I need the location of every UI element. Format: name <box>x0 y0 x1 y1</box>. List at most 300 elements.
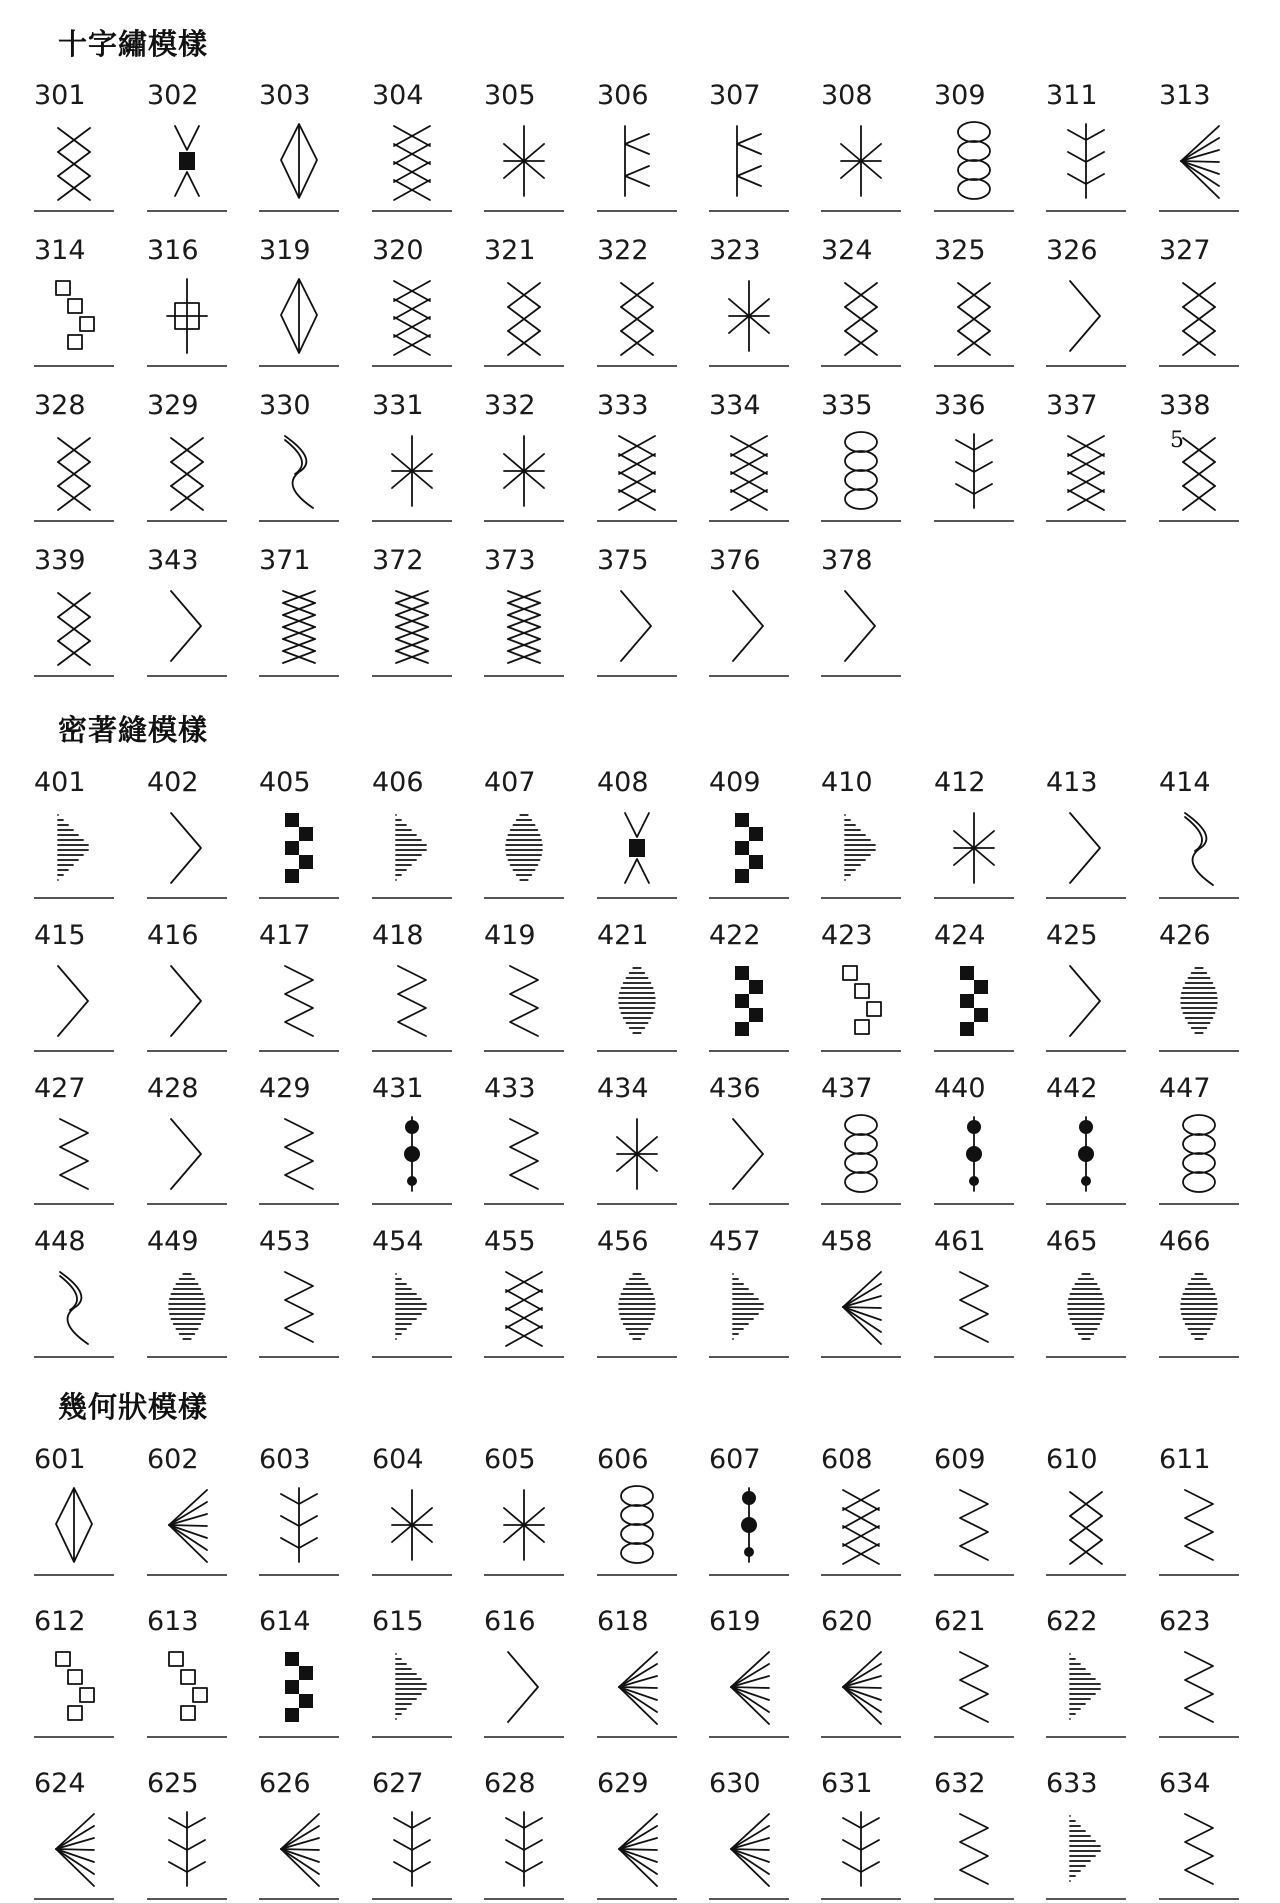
underline-rule <box>259 1574 339 1576</box>
pattern-number: 320 <box>372 235 424 266</box>
stitch-pattern-item <box>1159 1073 1239 1208</box>
underline-rule <box>372 520 452 522</box>
pattern-number: 308 <box>821 80 873 111</box>
stitch-pattern-item <box>821 235 901 370</box>
pattern-number: 607 <box>709 1444 761 1475</box>
pattern-number: 402 <box>147 767 199 798</box>
stitch-pattern-item <box>372 1073 452 1208</box>
stitch-pattern-icon <box>1060 1113 1112 1195</box>
pattern-number: 614 <box>259 1606 311 1637</box>
underline-rule <box>34 675 114 677</box>
underline-rule <box>709 210 789 212</box>
underline-rule <box>709 1356 789 1358</box>
pattern-number: 424 <box>934 920 986 951</box>
stitch-pattern-item <box>1046 920 1126 1055</box>
pattern-number: 339 <box>34 545 86 576</box>
stitch-pattern-item <box>709 767 789 902</box>
stitch-pattern-icon <box>498 1113 550 1195</box>
pattern-number: 419 <box>484 920 536 951</box>
underline-rule <box>597 1736 677 1738</box>
pattern-number: 326 <box>1046 235 1098 266</box>
stitch-pattern-item <box>1046 390 1126 525</box>
pattern-number: 630 <box>709 1768 761 1799</box>
underline-rule <box>1046 897 1126 899</box>
stitch-pattern-icon <box>948 807 1000 889</box>
underline-rule <box>259 520 339 522</box>
stitch-pattern-icon <box>948 1484 1000 1566</box>
stitch-pattern-icon <box>498 430 550 512</box>
stitch-pattern-icon <box>273 960 325 1042</box>
pattern-number: 423 <box>821 920 873 951</box>
pattern-number: 606 <box>597 1444 649 1475</box>
underline-rule <box>34 1356 114 1358</box>
pattern-number: 605 <box>484 1444 536 1475</box>
pattern-number: 321 <box>484 235 536 266</box>
pattern-number: 454 <box>372 1226 424 1257</box>
pattern-number: 632 <box>934 1768 986 1799</box>
pattern-number: 417 <box>259 920 311 951</box>
underline-rule <box>372 1574 452 1576</box>
pattern-number: 458 <box>821 1226 873 1257</box>
underline-rule <box>1046 1203 1126 1205</box>
pattern-number: 625 <box>147 1768 199 1799</box>
underline-rule <box>372 1356 452 1358</box>
underline-rule <box>484 1203 564 1205</box>
underline-rule <box>597 897 677 899</box>
stitch-pattern-icon <box>386 960 438 1042</box>
pattern-number: 336 <box>934 390 986 421</box>
stitch-pattern-icon <box>723 1113 775 1195</box>
pattern-number: 409 <box>709 767 761 798</box>
stitch-pattern-item <box>484 80 564 215</box>
underline-rule <box>1046 365 1126 367</box>
pattern-number: 413 <box>1046 767 1098 798</box>
underline-rule <box>372 210 452 212</box>
stitch-pattern-item <box>484 920 564 1055</box>
stitch-pattern-icon <box>835 1484 887 1566</box>
stitch-pattern-item <box>1159 920 1239 1055</box>
pattern-number: 633 <box>1046 1768 1098 1799</box>
stitch-pattern-icon <box>386 1266 438 1348</box>
pattern-number: 319 <box>259 235 311 266</box>
pattern-number: 375 <box>597 545 649 576</box>
stitch-pattern-icon <box>498 807 550 889</box>
pattern-number: 461 <box>934 1226 986 1257</box>
underline-rule <box>934 365 1014 367</box>
pattern-number: 466 <box>1159 1226 1211 1257</box>
underline-rule <box>709 897 789 899</box>
pattern-number: 304 <box>372 80 424 111</box>
stitch-pattern-icon <box>1173 1113 1225 1195</box>
stitch-pattern-icon <box>611 807 663 889</box>
stitch-pattern-icon <box>835 120 887 202</box>
underline-rule <box>147 365 227 367</box>
pattern-number: 333 <box>597 390 649 421</box>
pattern-number: 622 <box>1046 1606 1098 1637</box>
stitch-pattern-icon <box>835 430 887 512</box>
stitch-pattern-icon <box>161 960 213 1042</box>
stitch-pattern-item <box>147 920 227 1055</box>
pattern-number: 465 <box>1046 1226 1098 1257</box>
underline-rule <box>709 1574 789 1576</box>
stitch-pattern-icon <box>386 1484 438 1566</box>
stitch-pattern-icon <box>1173 1808 1225 1890</box>
pattern-number: 429 <box>259 1073 311 1104</box>
stitch-pattern-icon <box>48 275 100 357</box>
stitch-pattern-icon <box>723 1646 775 1728</box>
stitch-pattern-item <box>1159 235 1239 370</box>
stitch-pattern-icon <box>273 1646 325 1728</box>
underline-rule <box>484 897 564 899</box>
stitch-pattern-item <box>372 545 452 680</box>
stitch-pattern-item <box>934 767 1014 902</box>
pattern-number: 372 <box>372 545 424 576</box>
stitch-pattern-item <box>484 235 564 370</box>
stitch-pattern-icon <box>1060 1266 1112 1348</box>
underline-rule <box>821 897 901 899</box>
stitch-pattern-item <box>934 1073 1014 1208</box>
stitch-pattern-item <box>147 1768 227 1903</box>
stitch-pattern-item <box>597 545 677 680</box>
underline-rule <box>484 1736 564 1738</box>
stitch-pattern-item <box>709 1073 789 1208</box>
underline-rule <box>372 1898 452 1900</box>
stitch-pattern-icon <box>835 585 887 667</box>
underline-rule <box>34 1203 114 1205</box>
pattern-number: 440 <box>934 1073 986 1104</box>
stitch-pattern-icon <box>1173 120 1225 202</box>
underline-rule <box>484 1574 564 1576</box>
pattern-number: 611 <box>1159 1444 1211 1475</box>
stitch-pattern-item <box>821 1444 901 1579</box>
stitch-pattern-item <box>372 767 452 902</box>
underline-rule <box>484 1050 564 1052</box>
pattern-number: 455 <box>484 1226 536 1257</box>
stitch-pattern-icon <box>1060 1646 1112 1728</box>
stitch-pattern-icon <box>161 585 213 667</box>
pattern-number: 314 <box>34 235 86 266</box>
underline-rule <box>372 897 452 899</box>
underline-rule <box>1046 1050 1126 1052</box>
stitch-pattern-item <box>147 235 227 370</box>
underline-rule <box>259 1203 339 1205</box>
stitch-pattern-icon <box>386 1113 438 1195</box>
section-title: 密著縫模樣 <box>58 713 209 747</box>
stitch-pattern-item <box>147 80 227 215</box>
underline-rule <box>147 897 227 899</box>
underline-rule <box>484 520 564 522</box>
stitch-pattern-item <box>709 1226 789 1361</box>
pattern-number: 330 <box>259 390 311 421</box>
pattern-number: 410 <box>821 767 873 798</box>
pattern-number: 311 <box>1046 80 1098 111</box>
stitch-pattern-icon <box>948 430 1000 512</box>
stitch-pattern-item <box>709 920 789 1055</box>
stitch-pattern-icon <box>273 1113 325 1195</box>
stitch-pattern-icon <box>1060 960 1112 1042</box>
underline-rule <box>821 1898 901 1900</box>
stitch-pattern-item <box>934 235 1014 370</box>
stitch-pattern-item <box>1159 1606 1239 1741</box>
stitch-pattern-item <box>1046 1444 1126 1579</box>
pattern-number: 421 <box>597 920 649 951</box>
pattern-number: 609 <box>934 1444 986 1475</box>
underline-rule <box>34 210 114 212</box>
stitch-pattern-icon <box>723 1266 775 1348</box>
pattern-number: 624 <box>34 1768 86 1799</box>
underline-rule <box>709 365 789 367</box>
pattern-number: 343 <box>147 545 199 576</box>
stitch-pattern-item <box>1159 1226 1239 1361</box>
underline-rule <box>1159 1356 1239 1358</box>
stitch-pattern-item <box>597 1606 677 1741</box>
stitch-pattern-icon <box>386 430 438 512</box>
pattern-338-mark: 5 <box>1170 428 1184 453</box>
stitch-pattern-icon <box>1173 275 1225 357</box>
underline-rule <box>1046 1736 1126 1738</box>
stitch-pattern-icon <box>611 275 663 357</box>
stitch-pattern-item <box>1046 235 1126 370</box>
stitch-pattern-icon <box>611 585 663 667</box>
stitch-pattern-item <box>34 80 114 215</box>
pattern-number: 373 <box>484 545 536 576</box>
stitch-pattern-item <box>934 1226 1014 1361</box>
pattern-number: 428 <box>147 1073 199 1104</box>
stitch-pattern-icon <box>161 430 213 512</box>
stitch-pattern-item <box>484 1444 564 1579</box>
stitch-pattern-item <box>934 1444 1014 1579</box>
stitch-pattern-item <box>1046 80 1126 215</box>
stitch-pattern-item <box>1046 1606 1126 1741</box>
stitch-pattern-item <box>821 1606 901 1741</box>
underline-rule <box>34 520 114 522</box>
stitch-pattern-icon <box>48 1484 100 1566</box>
stitch-pattern-icon <box>723 807 775 889</box>
pattern-number: 406 <box>372 767 424 798</box>
stitch-pattern-icon <box>1173 807 1225 889</box>
stitch-pattern-icon <box>161 1113 213 1195</box>
underline-rule <box>259 675 339 677</box>
stitch-pattern-item <box>597 1073 677 1208</box>
stitch-pattern-icon <box>386 1808 438 1890</box>
stitch-pattern-item <box>259 1768 339 1903</box>
stitch-pattern-item <box>372 235 452 370</box>
stitch-pattern-icon <box>835 275 887 357</box>
underline-rule <box>147 1203 227 1205</box>
underline-rule <box>372 365 452 367</box>
pattern-number: 436 <box>709 1073 761 1104</box>
stitch-pattern-icon <box>1173 1646 1225 1728</box>
pattern-number: 327 <box>1159 235 1211 266</box>
stitch-pattern-icon <box>723 585 775 667</box>
pattern-number: 431 <box>372 1073 424 1104</box>
stitch-pattern-icon <box>948 120 1000 202</box>
pattern-number: 602 <box>147 1444 199 1475</box>
pattern-number: 376 <box>709 545 761 576</box>
pattern-number: 449 <box>147 1226 199 1257</box>
underline-rule <box>147 210 227 212</box>
pattern-number: 442 <box>1046 1073 1098 1104</box>
underline-rule <box>597 210 677 212</box>
pattern-number: 422 <box>709 920 761 951</box>
stitch-pattern-icon <box>498 120 550 202</box>
stitch-pattern-item <box>1159 390 1239 525</box>
pattern-number: 329 <box>147 390 199 421</box>
underline-rule <box>597 520 677 522</box>
underline-rule <box>597 675 677 677</box>
stitch-pattern-item <box>934 1606 1014 1741</box>
pattern-number: 371 <box>259 545 311 576</box>
stitch-pattern-item <box>259 1444 339 1579</box>
stitch-pattern-icon <box>611 960 663 1042</box>
stitch-pattern-item <box>934 390 1014 525</box>
stitch-pattern-item <box>934 920 1014 1055</box>
stitch-pattern-item <box>34 545 114 680</box>
stitch-pattern-icon <box>161 1484 213 1566</box>
underline-rule <box>1159 210 1239 212</box>
stitch-pattern-icon <box>948 275 1000 357</box>
stitch-pattern-item <box>709 1444 789 1579</box>
underline-rule <box>934 210 1014 212</box>
pattern-number: 447 <box>1159 1073 1211 1104</box>
stitch-pattern-item <box>934 1768 1014 1903</box>
stitch-pattern-item <box>372 80 452 215</box>
stitch-pattern-item <box>484 545 564 680</box>
stitch-pattern-icon <box>273 1484 325 1566</box>
underline-rule <box>34 897 114 899</box>
pattern-number: 418 <box>372 920 424 951</box>
stitch-pattern-item <box>821 1226 901 1361</box>
underline-rule <box>484 365 564 367</box>
pattern-number: 619 <box>709 1606 761 1637</box>
stitch-pattern-icon <box>48 1646 100 1728</box>
stitch-pattern-item <box>484 1226 564 1361</box>
underline-rule <box>821 675 901 677</box>
pattern-number: 306 <box>597 80 649 111</box>
pattern-number: 456 <box>597 1226 649 1257</box>
stitch-pattern-item <box>597 390 677 525</box>
underline-rule <box>372 1736 452 1738</box>
stitch-pattern-item <box>34 1226 114 1361</box>
pattern-number: 615 <box>372 1606 424 1637</box>
underline-rule <box>821 1203 901 1205</box>
pattern-number: 620 <box>821 1606 873 1637</box>
pattern-number: 324 <box>821 235 873 266</box>
underline-rule <box>484 1898 564 1900</box>
stitch-pattern-item <box>34 1606 114 1741</box>
stitch-pattern-item <box>709 235 789 370</box>
underline-rule <box>934 1203 1014 1205</box>
stitch-pattern-item <box>147 545 227 680</box>
stitch-pattern-icon <box>723 120 775 202</box>
pattern-number: 434 <box>597 1073 649 1104</box>
stitch-pattern-item <box>821 920 901 1055</box>
pattern-number: 302 <box>147 80 199 111</box>
pattern-number: 378 <box>821 545 873 576</box>
underline-rule <box>821 520 901 522</box>
pattern-number: 323 <box>709 235 761 266</box>
pattern-number: 453 <box>259 1226 311 1257</box>
stitch-pattern-icon <box>611 430 663 512</box>
stitch-pattern-icon <box>723 1808 775 1890</box>
underline-rule <box>34 365 114 367</box>
stitch-pattern-item <box>484 1606 564 1741</box>
pattern-number: 634 <box>1159 1768 1211 1799</box>
underline-rule <box>597 1050 677 1052</box>
underline-rule <box>1046 1356 1126 1358</box>
stitch-pattern-item <box>484 1768 564 1903</box>
stitch-pattern-item <box>597 1768 677 1903</box>
pattern-number: 415 <box>34 920 86 951</box>
stitch-pattern-icon <box>1060 807 1112 889</box>
stitch-pattern-icon <box>161 275 213 357</box>
stitch-pattern-item <box>147 1606 227 1741</box>
stitch-pattern-item <box>34 1444 114 1579</box>
underline-rule <box>484 1356 564 1358</box>
stitch-pattern-item <box>709 1768 789 1903</box>
stitch-pattern-icon <box>386 585 438 667</box>
underline-rule <box>709 1736 789 1738</box>
stitch-pattern-icon <box>723 960 775 1042</box>
underline-rule <box>259 210 339 212</box>
stitch-pattern-icon <box>948 1113 1000 1195</box>
stitch-pattern-item <box>259 767 339 902</box>
stitch-pattern-item <box>709 80 789 215</box>
stitch-pattern-item <box>147 1226 227 1361</box>
underline-rule <box>259 897 339 899</box>
stitch-pattern-item <box>372 1444 452 1579</box>
pattern-number: 334 <box>709 390 761 421</box>
underline-rule <box>934 1574 1014 1576</box>
stitch-pattern-item <box>597 1226 677 1361</box>
underline-rule <box>259 1356 339 1358</box>
pattern-number: 316 <box>147 235 199 266</box>
stitch-pattern-item <box>1159 1768 1239 1903</box>
pattern-number: 631 <box>821 1768 873 1799</box>
stitch-pattern-icon <box>498 585 550 667</box>
underline-rule <box>821 1736 901 1738</box>
pattern-number: 408 <box>597 767 649 798</box>
stitch-pattern-item <box>372 1606 452 1741</box>
underline-rule <box>934 520 1014 522</box>
pattern-number: 448 <box>34 1226 86 1257</box>
stitch-pattern-item <box>597 235 677 370</box>
underline-rule <box>821 210 901 212</box>
stitch-pattern-item <box>259 1226 339 1361</box>
underline-rule <box>1159 1898 1239 1900</box>
underline-rule <box>259 1898 339 1900</box>
pattern-number: 301 <box>34 80 86 111</box>
pattern-number: 313 <box>1159 80 1211 111</box>
pattern-number: 623 <box>1159 1606 1211 1637</box>
underline-rule <box>934 1898 1014 1900</box>
stitch-pattern-icon <box>611 1266 663 1348</box>
stitch-pattern-item <box>1046 767 1126 902</box>
underline-rule <box>597 1574 677 1576</box>
stitch-pattern-item <box>1046 1768 1126 1903</box>
stitch-pattern-item <box>372 1226 452 1361</box>
stitch-pattern-icon <box>498 1266 550 1348</box>
stitch-pattern-icon <box>273 1808 325 1890</box>
stitch-pattern-icon <box>48 807 100 889</box>
pattern-number: 437 <box>821 1073 873 1104</box>
underline-rule <box>484 210 564 212</box>
underline-rule <box>1159 1736 1239 1738</box>
underline-rule <box>709 1203 789 1205</box>
pattern-number: 414 <box>1159 767 1211 798</box>
stitch-pattern-icon <box>1060 120 1112 202</box>
stitch-pattern-item <box>821 80 901 215</box>
